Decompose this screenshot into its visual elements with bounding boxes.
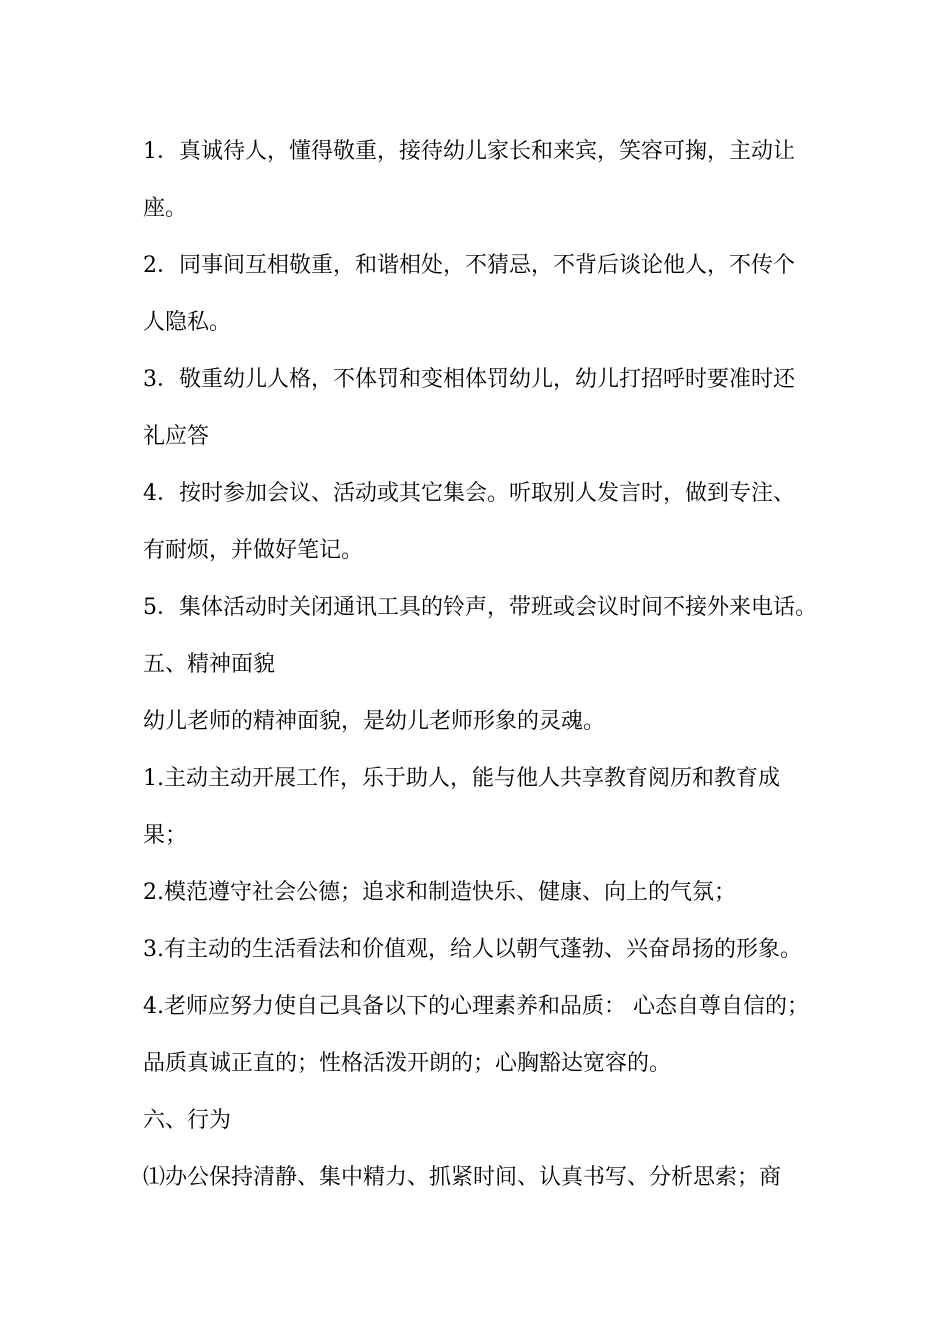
text-line: 3．敬重幼儿人格，不体罚和变相体罚幼儿，幼儿打招呼时要准时还	[143, 367, 795, 392]
text-line: 幼儿老师的精神面貌，是幼儿老师形象的灵魂。	[143, 709, 606, 734]
section-heading: 六、行为	[143, 1108, 232, 1133]
text-line: 4.老师应努力使自己具备以下的心理素养和品质： 心态自尊自信的；	[143, 994, 809, 1019]
section-heading: 五、精神面貌	[143, 652, 276, 677]
text-line: 1．真诚待人，懂得敬重，接待幼儿家长和来宾，笑容可掬，主动让	[143, 139, 795, 164]
text-line: 人隐私。	[143, 310, 232, 335]
text-line: 5．集体活动时关闭通讯工具的铃声，带班或会议时间不接外来电话。	[143, 595, 817, 620]
text-line: 品质真诚正直的；性格活泼开朗的；心胸豁达宽容的。	[143, 1051, 672, 1076]
text-line: 有耐烦，并做好笔记。	[143, 538, 364, 563]
text-line: 礼应答	[143, 424, 210, 449]
text-line: 1.主动主动开展工作，乐于助人，能与他人共享教育阅历和教育成	[143, 766, 780, 791]
text-line: 座。	[143, 196, 188, 221]
text-line: 2．同事间互相敬重，和谐相处，不猜忌，不背后谈论他人，不传个	[143, 253, 795, 278]
text-line: ⑴办公保持清静、集中精力、抓紧时间、认真书写、分析思索；商	[143, 1165, 782, 1190]
text-line: 果；	[143, 823, 188, 848]
text-line: 2.模范遵守社会公德；追求和制造快乐、健康、向上的气氛；	[143, 880, 736, 905]
text-line: 3.有主动的生活看法和价值观，给人以朝气蓬勃、兴奋昂扬的形象。	[143, 937, 802, 962]
text-line: 4．按时参加会议、活动或其它集会。听取别人发言时，做到专注、	[143, 481, 795, 506]
